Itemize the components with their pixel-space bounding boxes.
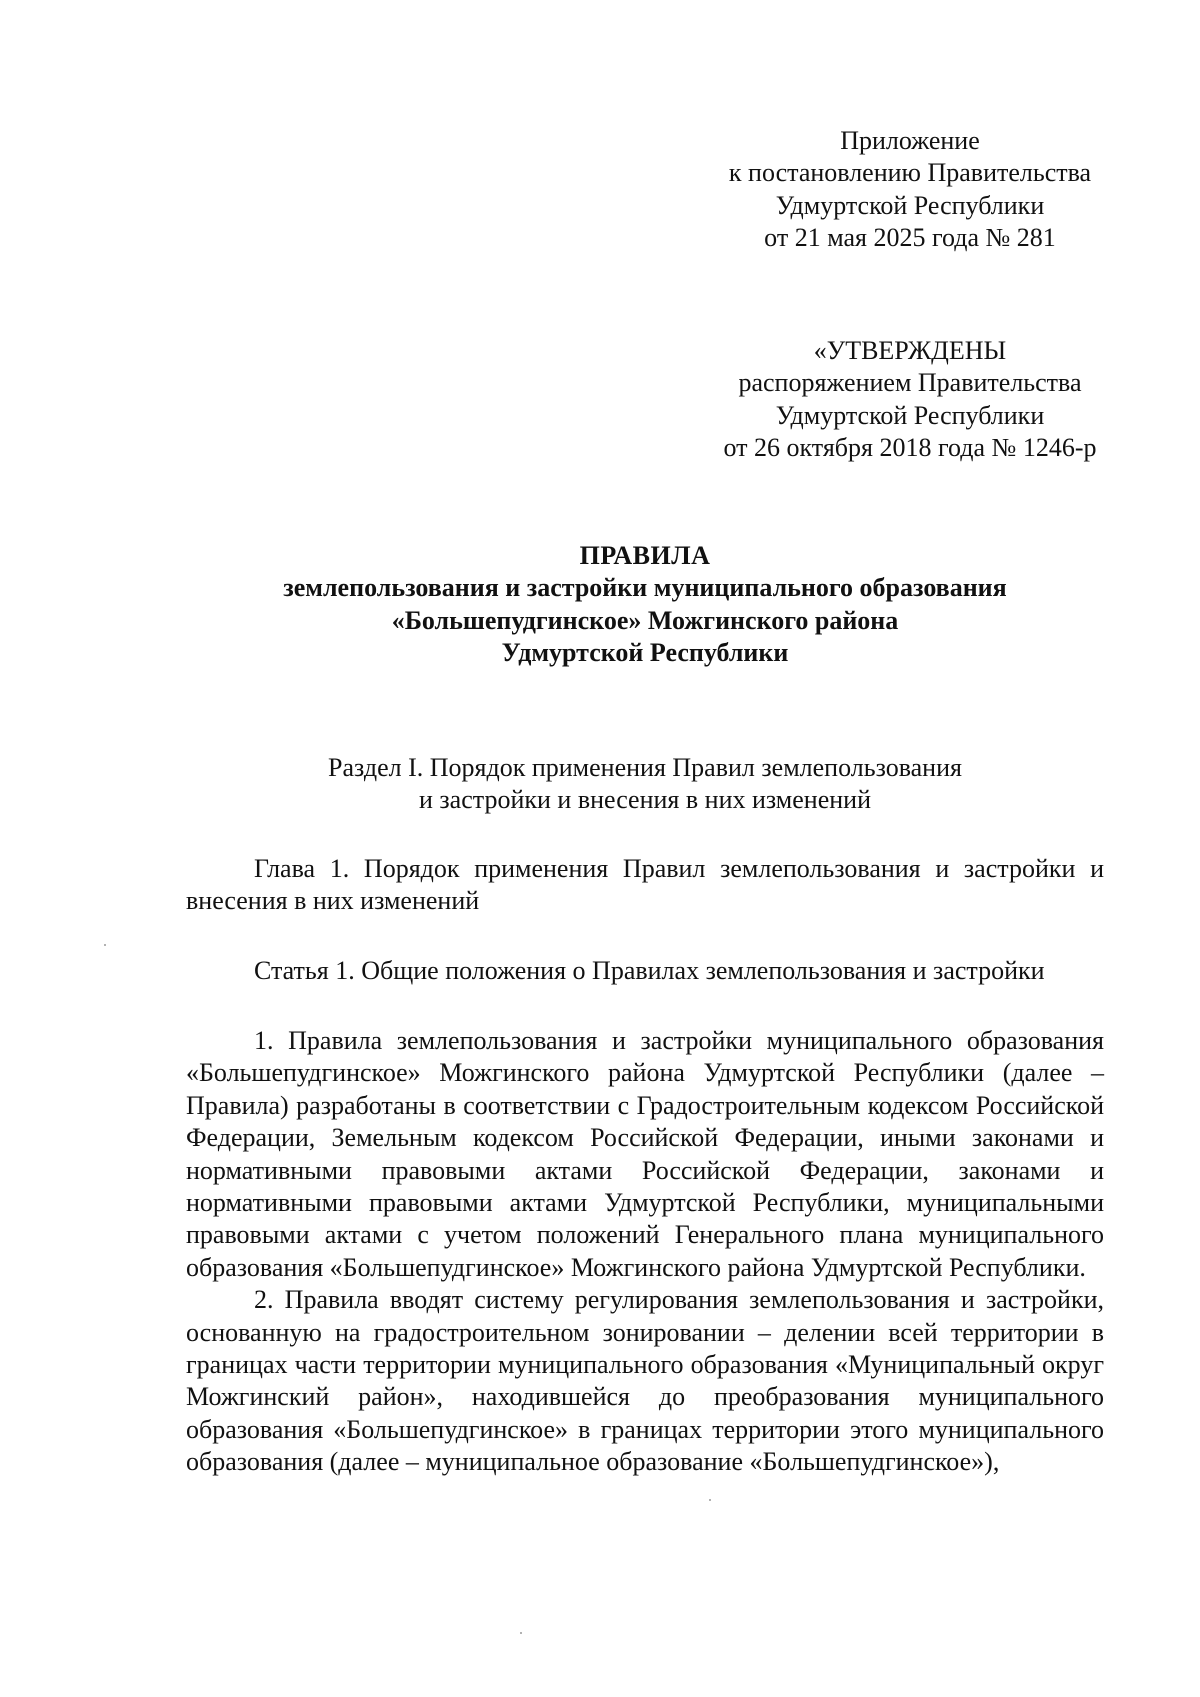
paragraph-1: 1. Правила землепользования и застройки муниципального образования «Большепудгинское» Можгинского района Удмуртской Республики (далее – Правила) разработаны в соответствии с Градостроительным кодексом Российской Федерации, Земельным кодексом Российской Федерации, иными законами и нормативными правовыми актами Российской Федерации, законами и нормативными правовыми актами Удмуртской Республики, муниципальными правовыми актами с учетом положений Генерального плана муниципального образования «Большепудгинское» Можгинского района Удмуртской Республики. [186, 1026, 1104, 1282]
section-line: Раздел I. Порядок применения Правил землепользования [328, 753, 962, 782]
title-line: Удмуртской Республики [501, 638, 789, 668]
scan-speck [104, 944, 106, 946]
approval-line: распоряжением Правительства [738, 368, 1082, 398]
appendix-line: Удмуртской Республики [775, 190, 1045, 220]
approval-stamp [700, 335, 1120, 465]
document-title [186, 540, 1104, 670]
body-text [186, 1025, 1104, 1479]
approval-line: от 26 октября 2018 года № 1246-р [723, 433, 1097, 463]
approval-line: Удмуртской Республики [775, 400, 1045, 430]
appendix-line: Приложение [840, 126, 980, 155]
scan-speck [520, 1632, 522, 1634]
article-heading: Статья 1. Общие положения о Правилах землепользования и застройки [254, 956, 1045, 985]
appendix-line: к постановлению Правительства [728, 158, 1092, 188]
scan-speck [709, 1499, 711, 1501]
title-main: ПРАВИЛА [579, 541, 711, 570]
section-line: и застройки и внесения в них изменений [419, 785, 871, 815]
approval-line: «УТВЕРЖДЕНЫ [813, 336, 1007, 365]
appendix-header [700, 125, 1120, 255]
title-line: землепользования и застройки муниципального образования [283, 573, 1007, 603]
section-heading [186, 752, 1104, 817]
chapter-heading: Глава 1. Порядок применения Правил землепользования и застройки и внесения в них изменений [186, 854, 1104, 916]
title-line: «Большепудгинское» Можгинского района [391, 605, 899, 635]
appendix-line: от 21 мая 2025 года № 281 [764, 223, 1056, 253]
paragraph-2: 2. Правила вводят систему регулирования землепользования и застройки, основанную на градостроительном зонировании – делении всей территории в границах части территории муниципального образования «Муниципальный округ Можгинский район», находившейся до преобразования муниципального образования «Большепудгинское» в границах территории этого муниципального образования (далее – муниципальное образование «Большепудгинское»), [186, 1285, 1104, 1477]
